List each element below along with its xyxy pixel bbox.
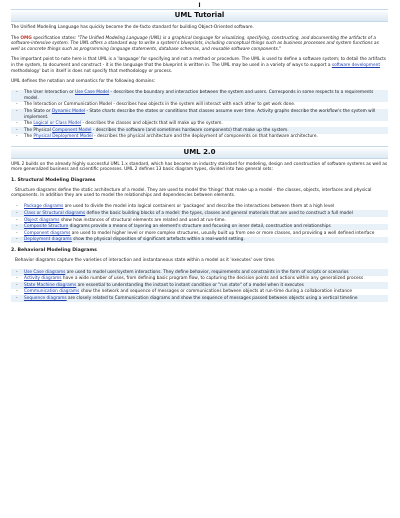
list-item: - Object diagrams show how instances of structural elements are related and used at run-time. [11, 217, 388, 224]
list-item: - Activity diagrams have a wide number of uses, from defining basic program flow, to capturing the decision points and actions within any generalized process [11, 276, 388, 283]
domains-intro: UML defines the notation and semantics for the following domains: [11, 79, 156, 85]
uml2-title: UML 2.0 [183, 147, 216, 156]
behavioral-list [11, 269, 388, 302]
list-item: - Component diagrams are used to model higher level or more complex structures, usually built up from one or more classes, and providing a well defined interface [11, 230, 388, 237]
object-diagrams-link[interactable]: Object diagrams [24, 217, 60, 223]
composite-structure-link[interactable]: Composite Structure [24, 224, 69, 230]
class-diagrams-link[interactable]: Class or Structural diagrams [24, 210, 86, 216]
list-item: - Composite Structure diagrams provide a means of layering an element's structure and focusing on inner detail, construction and relationships [11, 224, 388, 231]
dynamic-model-link[interactable]: Dynamic Model [51, 109, 86, 115]
list-item: - The User Interaction or Use Case Model - describes the boundary and interaction between the system and users. Corresponds in some respects to a requirements model. [11, 90, 388, 102]
domains-list [11, 90, 388, 141]
component-model-link[interactable]: Component Model [52, 127, 92, 133]
omg-name: OMG [20, 35, 32, 41]
list-item: - The Logical or Class Model - describes the classes and objects that will make up the system. [11, 121, 388, 128]
uml-tutorial-heading [11, 9, 388, 22]
list-item: - Use Case diagrams are used to model user/system interactions. They define behavior, requirements and constraints in the form of scripts or scenarios [11, 269, 388, 276]
structural-heading: 1. Structural Modeling Diagrams [11, 177, 96, 183]
structural-list [11, 204, 388, 244]
uml2-heading [11, 146, 388, 159]
state-machine-diagrams-link[interactable]: State Machine diagrams [24, 282, 77, 288]
uml-tutorial-title: UML Tutorial [174, 11, 225, 19]
package-diagrams-link[interactable]: Package diagrams [24, 204, 64, 210]
use-case-model-link[interactable]: Use Case Model [74, 90, 110, 96]
behavioral-heading: 2. Behavioral Modeling Diagrams [11, 248, 97, 254]
structural-paragraph: Structure diagrams define the static architecture of a model. They are used to model the 'things' that make up a model - the classes, objects, interfaces and physical components. In addition they are used to model the relationships and dependencies between elements. [11, 187, 372, 199]
software-development-link[interactable]: software development [331, 62, 381, 68]
list-item: - Package diagrams are used to divide the model into logical containers or 'packages' and describe the interactions between them at a high level [11, 204, 388, 211]
list-item: - The Physical Deployment Model - describes the physical architecture and the deployment of components on that hardware architecture. [11, 134, 388, 141]
behavioral-paragraph: Behavior diagrams capture the varieties of interaction and instantaneous state within a model as it 'executes' over time. [15, 258, 276, 264]
component-diagrams-link[interactable]: Component diagrams [24, 230, 71, 236]
list-item: - Communication diagrams show the network and sequence of messages or communications between objects at run-time during a collaboration instance [11, 289, 388, 296]
intro-paragraph: The Unified Modeling Language has quickly become the de-facto standard for building Object-Oriented software. [11, 25, 254, 30]
deployment-diagrams-link[interactable]: Deployment diagrams [24, 237, 72, 243]
list-item: - The Interaction or Communication Model - describes how objects in the system will interact with each other to get work done. [11, 102, 388, 109]
list-item: - Deployment diagrams show the physical disposition of significant artefacts within a real-world setting. [11, 237, 388, 244]
language-paragraph: The important point to note here is that UML is a 'language' for specifying and not a method or procedure. The UML is used to define a software system; to detail the artifacts in the system, to document and construct - it is the language that the blueprint is written in. The UML may be used in a variety of ways to support a software development methodology' but in itself is does not specify that methodology or process. [11, 57, 386, 74]
omg-paragraph: The OMG specification states: "The Unified Modeling Language (UML) is a graphical language for visualizing, specifying, constructing, and documenting the artifacts of a software-intensive system. The UML offers a standard way to write a system's blueprints, including conceptual things such as business processes and system functions as well as concrete things such as programming language statements, database schemas, and reusable software components." [11, 35, 379, 52]
deployment-model-link[interactable]: Physical Deployment Model [33, 134, 93, 140]
class-model-link[interactable]: Logical or Class Model [33, 121, 82, 127]
list-item: - The Physical Component Model - describes the software (and sometimes hardware components) that make up the system. [11, 127, 388, 134]
list-item: - Class or Structural diagrams define the basic building blocks of a model: the types, classes and general materials that are used to construct a full model [11, 210, 388, 217]
activity-diagrams-link[interactable]: Activity diagrams [24, 276, 62, 282]
uml2-paragraph: UML 2 builds on the already highly successful UML 1.x standard, which has become an industry standard for modeling, design and construction of software systems as well as more generalized business and scientific processes. UML 2 defines 13 basic diagram types, divided into two general sets: [11, 161, 388, 173]
sequence-diagrams-link[interactable]: Sequence diagrams [24, 295, 67, 301]
communication-diagrams-link[interactable]: Communication diagrams [24, 289, 80, 295]
page-number: I [198, 2, 201, 9]
list-item: - State Machine diagrams are essential to understanding the instant to instant condition or "run state" of a model when it executes [11, 282, 388, 289]
use-case-diagrams-link[interactable]: Use Case diagrams [24, 269, 66, 275]
omg-quote: "The Unified Modeling Language (UML) is a graphical language for visualizing, specifying, constructing, and documenting the artifacts of a software-intensive system. The UML offers a standard way to write a system's blueprints, including conceptual things such as business processes and system functions as well as concrete things such as programming language statements, database schemas, and reusable software components." [11, 35, 379, 52]
list-item: - The State or Dynamic Model - State charts describe the states or conditions that classes assume over time. Activity graphs describe the workflow's the system will implement. [11, 109, 388, 121]
list-item: - Sequence diagrams are closely related to Communication diagrams and show the sequence of messages passed between objects using a vertical timeline [11, 295, 388, 302]
